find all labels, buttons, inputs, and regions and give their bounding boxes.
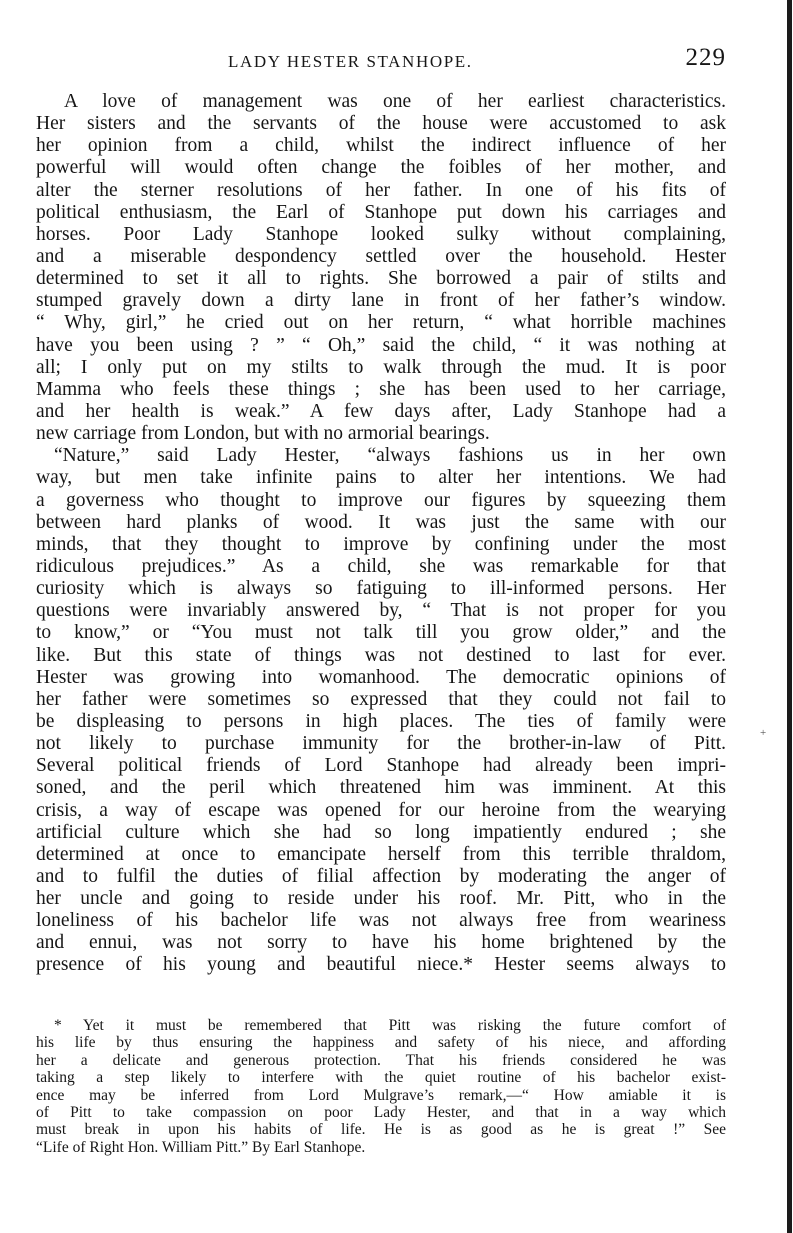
- body-line: determined at once to emancipate herself from this terrible thraldom,: [36, 843, 726, 865]
- footnote: [36, 1017, 726, 1156]
- footnote-line: must break in upon his habits of life. He is as good as he is great !” See: [36, 1121, 726, 1139]
- body-line: ridiculous prejudices.” As a child, she was remarkable for that: [36, 555, 726, 577]
- body-line: powerful will would often change the foibles of her mother, and: [36, 157, 726, 179]
- body-line: “Nature,” said Lady Hester, “always fashions us in her own: [54, 445, 726, 467]
- body-line: presence of his young and beautiful niece.* Hester seems always to: [36, 954, 726, 976]
- body-line: loneliness of his bachelor life was not always free from weariness: [36, 910, 726, 932]
- footnote-line: taking a step likely to interfere with the quiet routine of his bachelor exist-: [36, 1069, 726, 1087]
- body-line: her father were sometimes so expressed that they could not fail to: [36, 688, 726, 710]
- body-line: and a miserable despondency settled over the household. Hester: [36, 245, 726, 267]
- body-line: minds, that they thought to improve by confining under the most: [36, 533, 726, 555]
- body-line: all; I only put on my stilts to walk through the mud. It is poor: [36, 356, 726, 378]
- footnote-line: his life by thus ensuring the happiness and safety of his niece, and affording: [36, 1034, 726, 1052]
- body-line: political enthusiasm, the Earl of Stanhope put down his carriages and: [36, 201, 726, 223]
- body-line: soned, and the peril which threatened him was imminent. At this: [36, 777, 726, 799]
- body-line: way, but men take infinite pains to alter her intentions. We had: [36, 467, 726, 489]
- body-line: curiosity which is always so fatiguing to ill-informed persons. Her: [36, 578, 726, 600]
- body-line: Her sisters and the servants of the house were accustomed to ask: [36, 113, 726, 135]
- body-line: new carriage from London, but with no armorial bearings.: [36, 423, 490, 445]
- body-line: Several political friends of Lord Stanhope had already been impri-: [36, 755, 726, 777]
- footnote-line: of Pitt to take compassion on poor Lady Hester, and that in a way which: [36, 1103, 726, 1121]
- page-edge: [787, 0, 792, 1233]
- body-line: have you been using ? ” “ Oh,” said the child, “ it was nothing at: [36, 334, 726, 356]
- body-line: be displeasing to persons in high places. The ties of family were: [36, 710, 726, 732]
- footnote-line: “Life of Right Hon. William Pitt.” By Earl Stanhope.: [36, 1138, 366, 1156]
- body-line: alter the sterner resolutions of her father. In one of his fits of: [36, 179, 726, 201]
- page-number: 229: [685, 44, 726, 71]
- running-title: LADY HESTER STANHOPE.: [228, 52, 473, 71]
- body-line: questions were invariably answered by, “ That is not proper for you: [36, 600, 726, 622]
- body-line: between hard planks of wood. It was just the same with our: [36, 511, 726, 533]
- body-line: her opinion from a child, whilst the indirect influence of her: [36, 135, 726, 157]
- body-line: Mamma who feels these things ; she has been used to her carriage,: [36, 378, 726, 400]
- body-line: and ennui, was not sorry to have his home brightened by the: [36, 932, 726, 954]
- running-head: [36, 44, 726, 76]
- body-line: horses. Poor Lady Stanhope looked sulky without complaining,: [36, 223, 726, 245]
- body-line: determined to set it all to rights. She borrowed a pair of stilts and: [36, 268, 726, 290]
- footnote-line: her a delicate and generous protection. That his friends considered he was: [36, 1051, 726, 1069]
- body-line: like. But this state of things was not destined to last for ever.: [36, 644, 726, 666]
- body-line: her uncle and going to reside under his roof. Mr. Pitt, who in the: [36, 888, 726, 910]
- margin-mark: +: [760, 727, 767, 739]
- body-line: A love of management was one of her earliest characteristics.: [64, 91, 726, 112]
- body-line: and her health is weak.” A few days after, Lady Stanhope had a: [36, 400, 726, 422]
- body-line: stumped gravely down a dirty lane in front of her father’s window.: [36, 290, 726, 312]
- body-text: [36, 91, 726, 977]
- body-line: a governess who thought to improve our figures by squeezing them: [36, 489, 726, 511]
- body-line: to know,” or “You must not talk till you grow older,” and the: [36, 622, 726, 644]
- body-line: artificial culture which she had so long impatiently endured ; she: [36, 821, 726, 843]
- footnote-line: ence may be inferred from Lord Mulgrave’s remark,—“ How amiable it is: [36, 1086, 726, 1104]
- body-line: “ Why, girl,” he cried out on her return, “ what horrible machines: [36, 312, 726, 334]
- footnote-line: * Yet it must be remembered that Pitt was risking the future comfort of: [54, 1017, 726, 1034]
- body-line: and to fulfil the duties of filial affection by moderating the anger of: [36, 865, 726, 887]
- body-line: crisis, a way of escape was opened for our heroine from the wearying: [36, 799, 726, 821]
- body-line: not likely to purchase immunity for the brother-in-law of Pitt.: [36, 733, 726, 755]
- body-line: Hester was growing into womanhood. The democratic opinions of: [36, 666, 726, 688]
